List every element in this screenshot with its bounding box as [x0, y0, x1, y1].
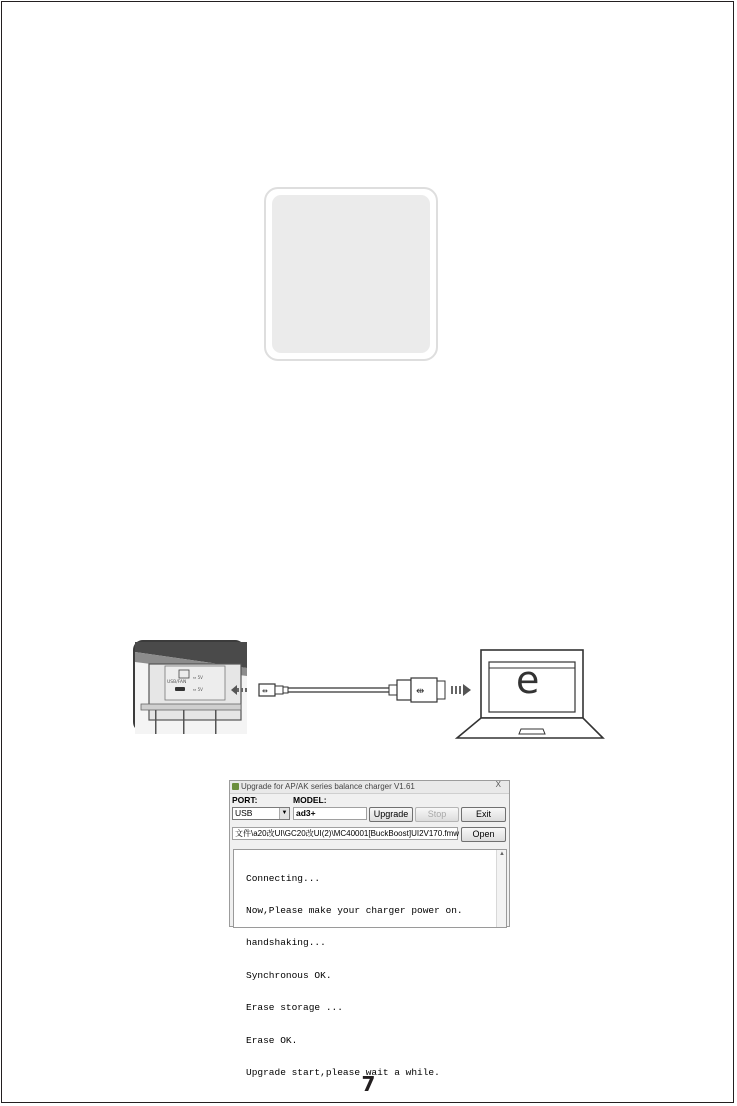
exit-button[interactable]: Exit: [461, 807, 506, 822]
open-button[interactable]: Open: [461, 827, 506, 842]
stop-button[interactable]: Stop: [415, 807, 459, 822]
svg-text:USB/FAN: USB/FAN: [167, 680, 187, 685]
image-placeholder: [264, 187, 438, 361]
firmware-path-field[interactable]: 文件\a20改UI\GC20改UI(2)\MC40001[BuckBoost]UI2V170.fmw: [232, 827, 458, 840]
log-output: [233, 849, 507, 1078]
svg-text:⇹: ⇹: [262, 687, 268, 695]
connection-diagram: [133, 640, 613, 740]
svg-text:⇔ 5V: ⇔ 5V: [193, 687, 203, 692]
image-placeholder-inner: [272, 195, 430, 353]
log-line: handshaking...: [246, 937, 326, 949]
log-line: Erase OK.: [246, 1034, 298, 1046]
log-line: Upgrade start,please wait a while.: [246, 1066, 440, 1078]
close-button[interactable]: X: [495, 780, 501, 789]
port-label: PORT:: [232, 795, 258, 805]
browser-icon: e: [516, 658, 540, 702]
page-number: 7: [361, 1072, 376, 1096]
svg-text:⇔ 5V: ⇔ 5V: [193, 675, 203, 680]
model-label: MODEL:: [293, 795, 327, 805]
log-line: Erase storage ...: [246, 1002, 343, 1014]
upgrade-button[interactable]: Upgrade: [369, 807, 413, 822]
app-icon: [232, 783, 239, 790]
scroll-up-icon[interactable]: ▲: [499, 851, 505, 857]
window-titlebar: [230, 781, 509, 794]
upgrade-software-window: [229, 780, 510, 1078]
usb-cable: [231, 672, 471, 708]
log-line: Synchronous OK.: [246, 969, 332, 981]
log-scrollbar[interactable]: [496, 850, 506, 927]
window-title: Upgrade for AP/AK series balance charger V1.61: [241, 782, 415, 791]
svg-text:⇹: ⇹: [416, 686, 425, 697]
port-select-value: USB: [235, 808, 253, 818]
port-select[interactable]: [232, 807, 290, 820]
charger-usb-port-photo: [133, 640, 245, 732]
chevron-down-icon[interactable]: ▼: [279, 808, 289, 819]
log-line: Connecting...: [246, 872, 321, 884]
model-field[interactable]: ad3+: [293, 807, 367, 820]
log-line: Now,Please make your charger power on.: [246, 904, 463, 916]
log-lines: [246, 852, 463, 1100]
